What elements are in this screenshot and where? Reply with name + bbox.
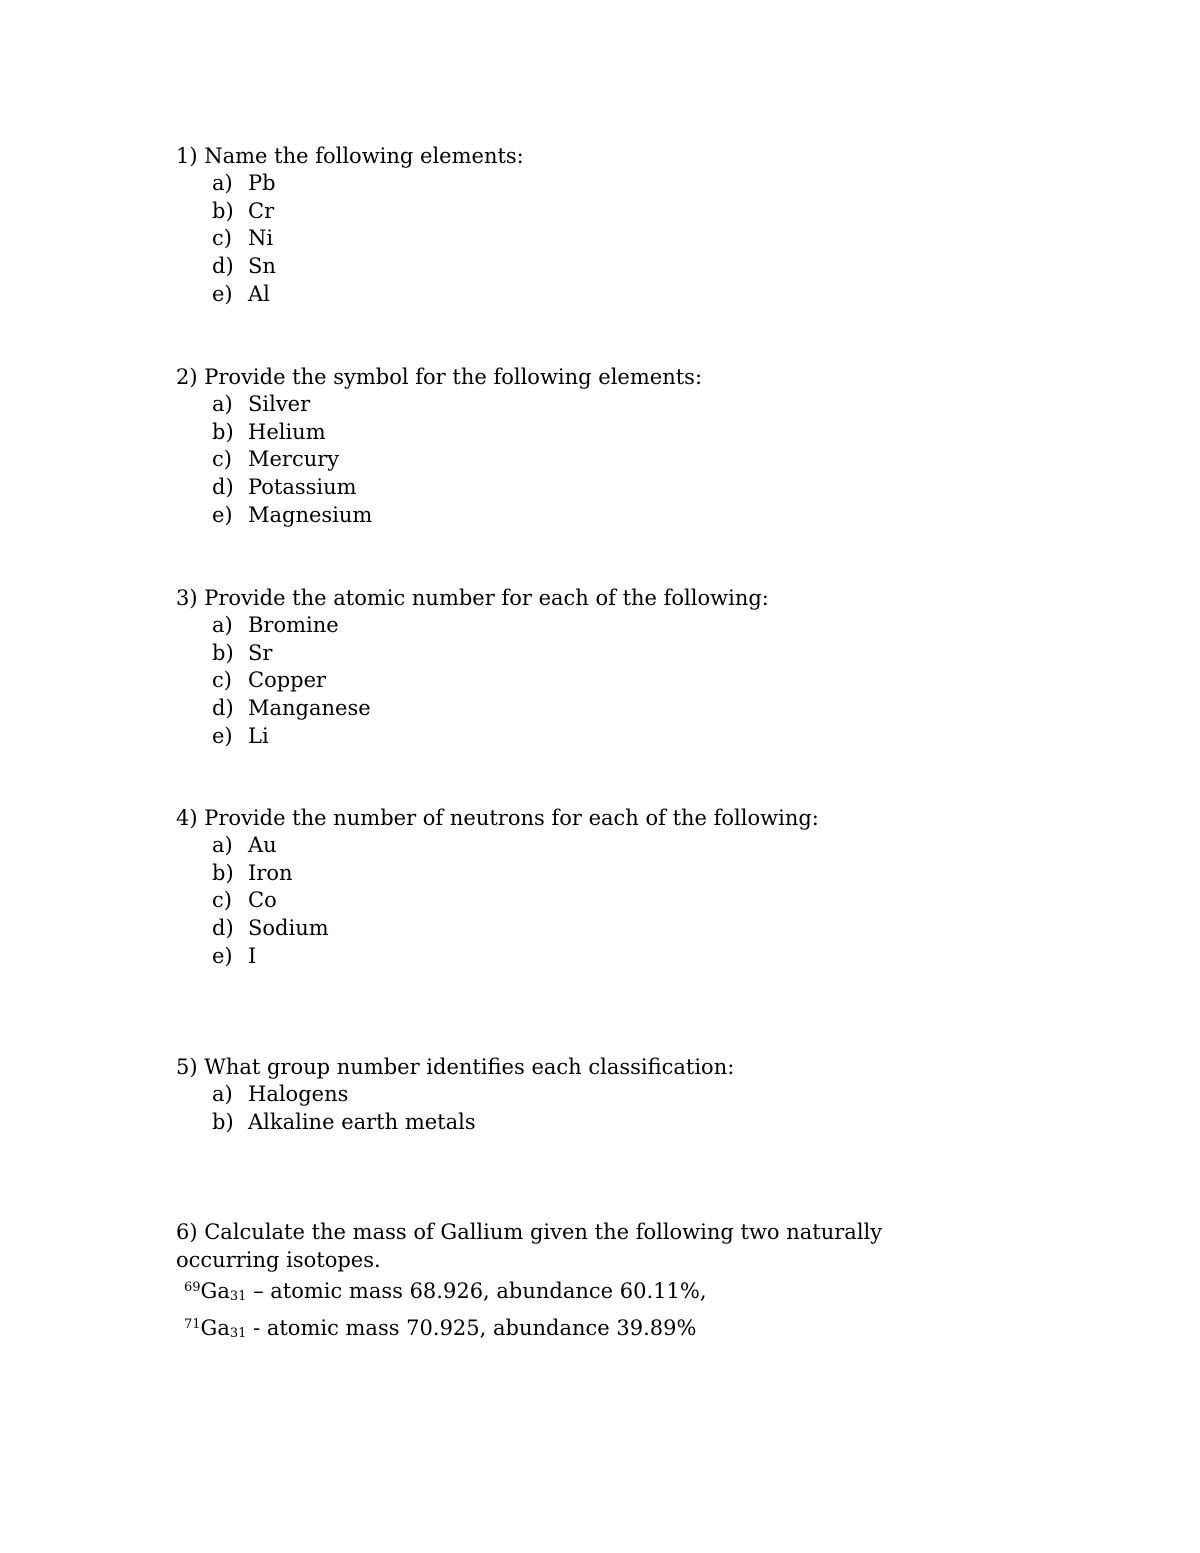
question-6-text: 6) Calculate the mass of Gallium given the following two naturally occurring isotopes. — [176, 1220, 883, 1272]
item-marker: d) — [212, 696, 234, 721]
isotope-atomic-number: 31 — [229, 1289, 247, 1304]
item-marker: a) — [212, 1082, 233, 1106]
item-marker: b) — [212, 1109, 234, 1134]
question-1-text: 1) Name the following elements: — [176, 144, 524, 168]
list-item — [176, 640, 976, 668]
question-3-items — [176, 612, 976, 750]
item-text: Pb — [248, 171, 276, 195]
list-item — [176, 446, 976, 474]
list-item — [176, 943, 976, 971]
item-marker: e) — [212, 281, 233, 306]
isotope-symbol: Ga — [200, 1316, 230, 1340]
question-2 — [176, 363, 976, 529]
isotope-mass-number: 71 — [184, 1317, 201, 1332]
item-marker: b) — [212, 198, 234, 223]
list-item — [176, 502, 976, 530]
item-text: Copper — [248, 668, 327, 693]
isotope-details: - atomic mass 70.925, abundance 39.89% — [246, 1316, 697, 1340]
question-6 — [176, 1218, 956, 1348]
item-marker: d) — [212, 916, 234, 941]
list-item — [176, 667, 976, 695]
isotope-line — [176, 1311, 956, 1348]
question-2-text: 2) Provide the symbol for the following elements: — [176, 365, 703, 389]
item-marker: b) — [212, 860, 234, 885]
item-text: Sr — [248, 640, 273, 665]
list-item — [176, 832, 976, 860]
item-marker: a) — [212, 171, 233, 195]
question-3 — [176, 584, 976, 750]
list-item — [176, 281, 976, 309]
item-text: Iron — [248, 860, 293, 885]
item-text: Bromine — [248, 613, 339, 637]
item-text: Li — [248, 723, 269, 748]
item-marker: b) — [212, 419, 234, 444]
list-item — [176, 1109, 976, 1137]
item-text: Mercury — [248, 447, 340, 472]
item-text: Potassium — [248, 475, 357, 500]
list-item — [176, 723, 976, 751]
item-marker: a) — [212, 392, 233, 416]
isotope-atomic-number: 31 — [229, 1326, 247, 1341]
question-2-items — [176, 391, 976, 529]
question-4 — [176, 804, 976, 970]
list-item — [176, 474, 976, 502]
question-5 — [176, 1053, 976, 1136]
isotope-line — [176, 1274, 956, 1311]
item-marker: c) — [212, 447, 232, 472]
item-text: Alkaline earth metals — [248, 1109, 476, 1134]
item-text: Magnesium — [248, 502, 373, 527]
item-marker: a) — [212, 613, 233, 637]
isotope-details: – atomic mass 68.926, abundance 60.11%, — [246, 1279, 707, 1303]
item-marker: c) — [212, 226, 232, 251]
item-marker: d) — [212, 475, 234, 500]
item-marker: c) — [212, 668, 232, 693]
item-text: Halogens — [248, 1082, 349, 1106]
question-1-items — [176, 170, 976, 308]
item-marker: d) — [212, 254, 234, 279]
item-marker: c) — [212, 888, 232, 913]
list-item — [176, 860, 976, 888]
item-text: I — [248, 943, 257, 968]
item-text: Helium — [248, 419, 326, 444]
item-marker: e) — [212, 723, 233, 748]
item-text: Al — [248, 281, 270, 306]
question-4-items — [176, 832, 976, 970]
item-text: Co — [248, 888, 277, 913]
list-item — [176, 225, 976, 253]
item-marker: e) — [212, 502, 233, 527]
item-text: Ni — [248, 226, 274, 251]
question-5-text: 5) What group number identifies each classification: — [176, 1055, 735, 1079]
item-text: Manganese — [248, 696, 371, 721]
list-item — [176, 170, 976, 198]
list-item — [176, 695, 976, 723]
item-text: Sodium — [248, 916, 329, 941]
item-text: Silver — [248, 392, 311, 416]
list-item — [176, 253, 976, 281]
item-text: Sn — [248, 254, 276, 279]
list-item — [176, 915, 976, 943]
item-marker: e) — [212, 943, 233, 968]
list-item — [176, 1081, 976, 1109]
item-text: Au — [248, 833, 277, 857]
isotope-symbol: Ga — [200, 1279, 230, 1303]
list-item — [176, 391, 976, 419]
item-marker: a) — [212, 833, 233, 857]
list-item — [176, 419, 976, 447]
list-item — [176, 887, 976, 915]
question-4-text: 4) Provide the number of neutrons for each of the following: — [176, 806, 819, 830]
question-3-text: 3) Provide the atomic number for each of the following: — [176, 586, 769, 610]
isotope-mass-number: 69 — [184, 1280, 201, 1295]
item-marker: b) — [212, 640, 234, 665]
item-text: Cr — [248, 198, 275, 223]
list-item — [176, 612, 976, 640]
question-5-items — [176, 1081, 976, 1136]
list-item — [176, 198, 976, 226]
question-1 — [176, 142, 976, 308]
